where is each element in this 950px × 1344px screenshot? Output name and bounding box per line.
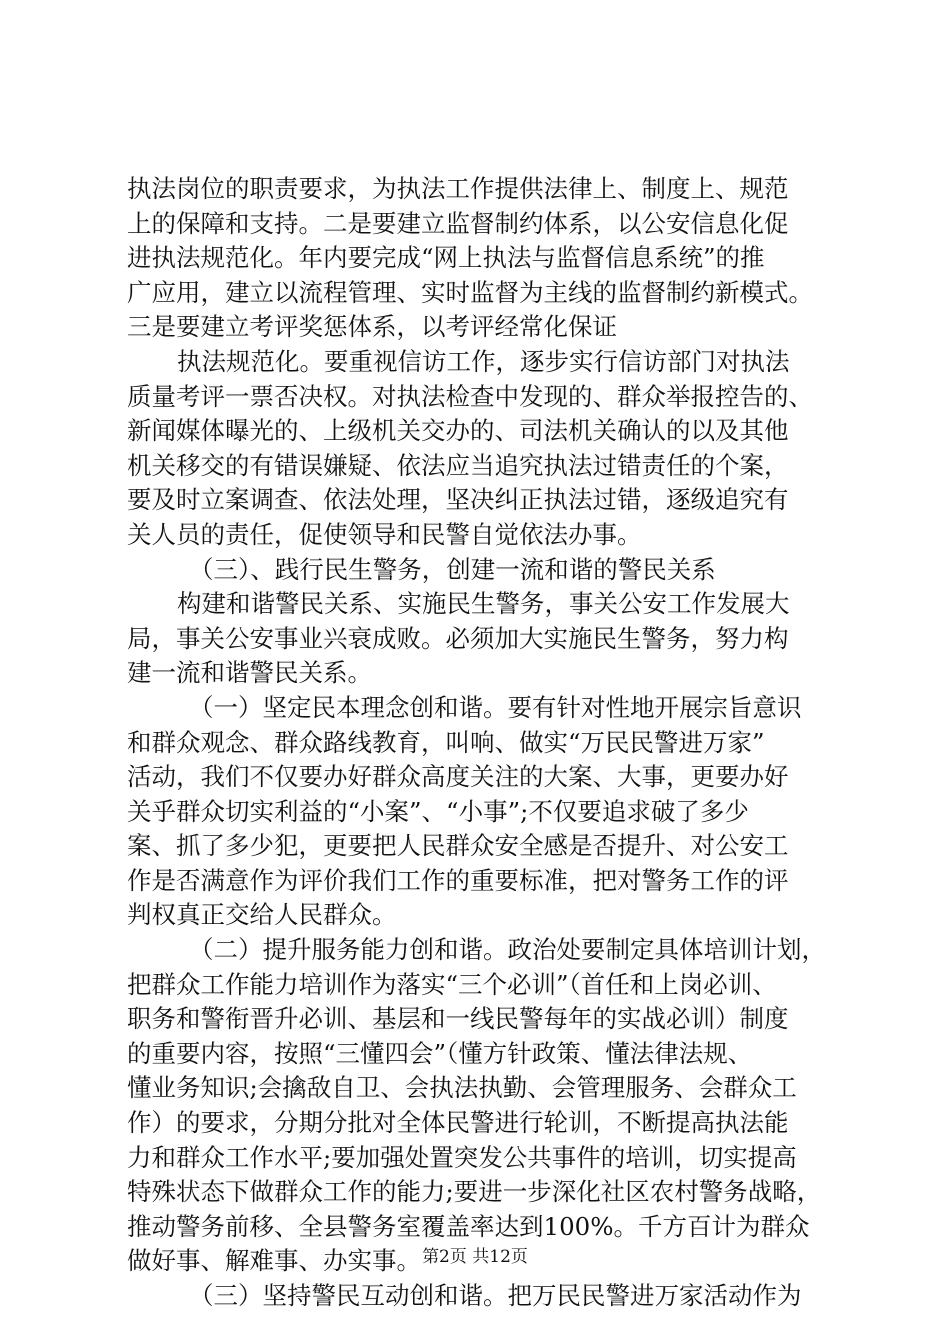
page-footer (0, 1245, 950, 1269)
text-line: 质量考评一票否决权。对执法检查中发现的、群众举报控告的、 (127, 381, 813, 411)
text-line: 特殊状态下做群众工作的能力;要进一步深化社区农村警务战略， (127, 1177, 822, 1207)
section-heading: （三）、践行民生警务，创建一流和谐的警民关系 (189, 554, 716, 584)
text-line: 作是否满意作为评价我们工作的重要标准，把对警务工作的评 (127, 865, 789, 895)
text-line: 关人员的责任，促使领导和民警自觉依法办事。 (127, 519, 642, 549)
text-line: 和群众观念、群众路线教育，叫响、做实“万民民警进万家” (127, 727, 765, 757)
text-line: （三）坚持警民互动创和谐。把万民民警进万家活动作为 (189, 1281, 802, 1310)
text-line: 推动警务前移、全县警务室覆盖率达到100%。千方百计为群众 (127, 1211, 810, 1241)
text-line: （二）提升服务能力创和谐。政治处要制定具体培训计划， (189, 935, 826, 965)
text-line: 广应用，建立以流程管理、实时监督为主线的监督制约新模式。 (127, 277, 813, 307)
text-line: 的重要内容，按照“三懂四会”（懂方针政策、懂法律法规、 (127, 1038, 753, 1068)
text-line: 执法规范化。要重视信访工作，逐步实行信访部门对执法 (177, 346, 790, 376)
text-line: 执法岗位的职责要求，为执法工作提供法律上、制度上、规范 (127, 174, 789, 203)
text-line: 判权真正交给人民群众。 (127, 900, 397, 930)
text-line: 构建和谐警民关系、实施民生警务，事关公安工作发展大 (177, 589, 790, 619)
text-line: 局，事关公安事业兴衰成败。必须加大实施民生警务，努力构 (127, 623, 789, 653)
text-line: 把群众工作能力培训作为落实“三个必训”（首任和上岗必训、 (127, 969, 777, 999)
text-line: 作）的要求，分期分批对全体民警进行轮训，不断提高执法能 (127, 1108, 789, 1138)
text-line: 要及时立案调查、依法处理，坚决纠正执法过错，逐级追究有 (127, 485, 789, 515)
text-line: 做好事、解难事、办实事。 (127, 1246, 421, 1276)
text-line: 懂业务知识;会擒敌自卫、会执法执勤、会管理服务、会群众工 (127, 1073, 797, 1103)
text-line: 进执法规范化。年内要完成“网上执法与监督信息系统”的推 (127, 243, 765, 273)
page-number-label: 第2页 共12页 (422, 1247, 528, 1267)
text-line: 上的保障和支持。二是要建立监督制约体系，以公安信息化促 (127, 208, 789, 238)
text-line: 活动，我们不仅要办好群众高度关注的大案、大事，更要办好 (127, 762, 789, 792)
text-line: 三是要建立考评奖惩体系，以考评经常化保证 (127, 312, 617, 342)
text-line: （一）坚定民本理念创和谐。要有针对性地开展宗旨意识 (189, 692, 802, 722)
text-line: 关乎群众切实利益的“小案”、“小事”;不仅要追求破了多少 (127, 796, 749, 826)
text-line: 职务和警衔晋升必训、基层和一线民警每年的实战必训）制度 (127, 1004, 789, 1034)
text-line: 案、抓了多少犯，更要把人民群众安全感是否提升、对公安工 (127, 831, 789, 861)
text-line: 新闻媒体曝光的、上级机关交办的、司法机关确认的以及其他 (127, 416, 789, 446)
text-line: 机关移交的有错误嫌疑、依法应当追究执法过错责任的个案， (127, 450, 789, 480)
document-body (127, 172, 827, 1314)
text-line: 力和群众工作水平;要加强处置突发公共事件的培训，切实提高 (127, 1142, 797, 1172)
text-line: 建一流和谐警民关系。 (127, 658, 372, 688)
